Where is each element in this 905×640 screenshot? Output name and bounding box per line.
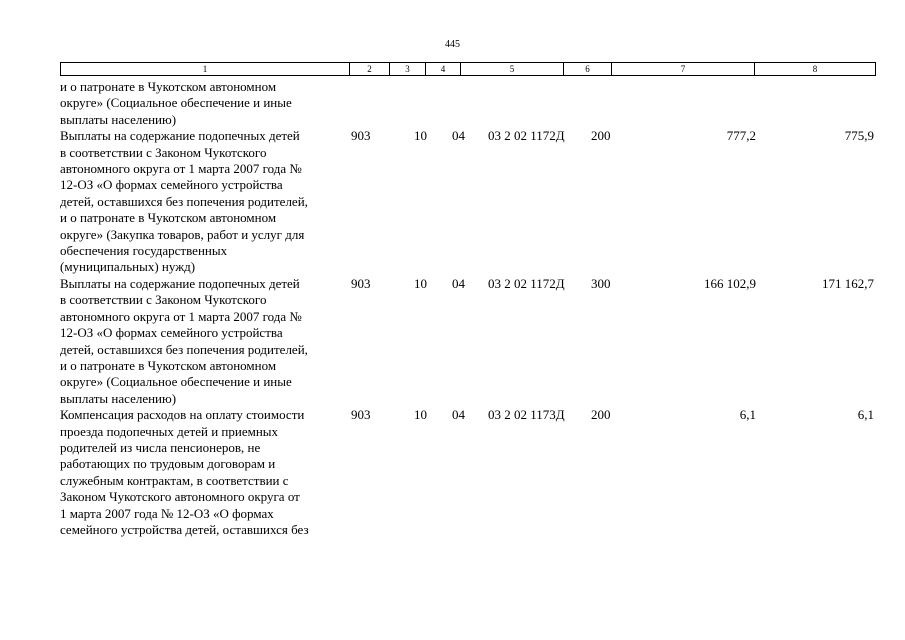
row-section-code: 10 xyxy=(414,407,427,423)
row-subsection-code: 04 xyxy=(452,407,465,423)
header-col-2: 2 xyxy=(349,63,389,75)
header-col-3: 3 xyxy=(389,63,425,75)
row-expense-type: 200 xyxy=(591,407,611,423)
row-ministry-code: 903 xyxy=(351,128,371,144)
row-ministry-code: 903 xyxy=(351,407,371,423)
row-description: Выплаты на содержание подопечных детей в соответствии с Законом Чукотского автономного округа от 1 марта 2007 года № 12-ОЗ «О формах семейного устройства детей, оставшихся без попечения родителей, и о патронате в Чукотском автономном округе» (Закупка товаров, работ и услуг для обеспечения государственных (муниципальных) нужд) xyxy=(60,128,308,275)
row-target-article: 03 2 02 1172Д xyxy=(488,128,565,144)
row-expense-type: 300 xyxy=(591,275,611,291)
row-description: и о патронате в Чукотском автономном округе» (Социальное обеспечение и иные выплаты населению) xyxy=(60,79,292,127)
row-section-code: 10 xyxy=(414,275,427,291)
row-amount-col8: 171 162,7 xyxy=(822,275,874,291)
table-row xyxy=(60,276,876,407)
table-row xyxy=(60,407,876,538)
page-number: 445 xyxy=(445,39,460,50)
row-subsection-code: 04 xyxy=(452,128,465,144)
row-amount-col7: 6,1 xyxy=(739,407,756,423)
table-header xyxy=(60,62,876,76)
table-row xyxy=(60,79,876,128)
row-section-code: 10 xyxy=(414,128,427,144)
header-col-4: 4 xyxy=(425,63,460,75)
row-amount-col7: 777,2 xyxy=(726,128,756,144)
row-ministry-code: 903 xyxy=(351,275,371,291)
header-col-6: 6 xyxy=(563,63,611,75)
row-amount-col8: 6,1 xyxy=(857,407,874,423)
header-col-1: 1 xyxy=(202,64,208,74)
row-target-article: 03 2 02 1173Д xyxy=(488,407,565,423)
row-amount-col7: 166 102,9 xyxy=(704,275,756,291)
table-body xyxy=(60,79,876,538)
row-description: Выплаты на содержание подопечных детей в соответствии с Законом Чукотского автономного округа от 1 марта 2007 года № 12-ОЗ «О формах семейного устройства детей, оставшихся без попечения родителей, и о патронате в Чукотском автономном округе» (Социальное обеспечение и иные выплаты населению) xyxy=(60,275,308,406)
row-subsection-code: 04 xyxy=(452,275,465,291)
row-expense-type: 200 xyxy=(591,128,611,144)
row-target-article: 03 2 02 1172Д xyxy=(488,275,565,291)
row-amount-col8: 775,9 xyxy=(844,128,874,144)
header-col-5: 5 xyxy=(460,63,563,75)
header-col-8: 8 xyxy=(754,63,875,75)
table-row xyxy=(60,128,876,276)
row-description: Компенсация расходов на оплату стоимости проезда подопечных детей и приемных родителей из числа пенсионеров, не работающих по трудовым договорам и служебным контрактам, в соответствии с Законом Чукотского автономного округа от 1 марта 2007 года № 12-ОЗ «О формах семейного устройства детей, оставшихся без xyxy=(60,407,309,537)
header-col-7: 7 xyxy=(611,63,754,75)
